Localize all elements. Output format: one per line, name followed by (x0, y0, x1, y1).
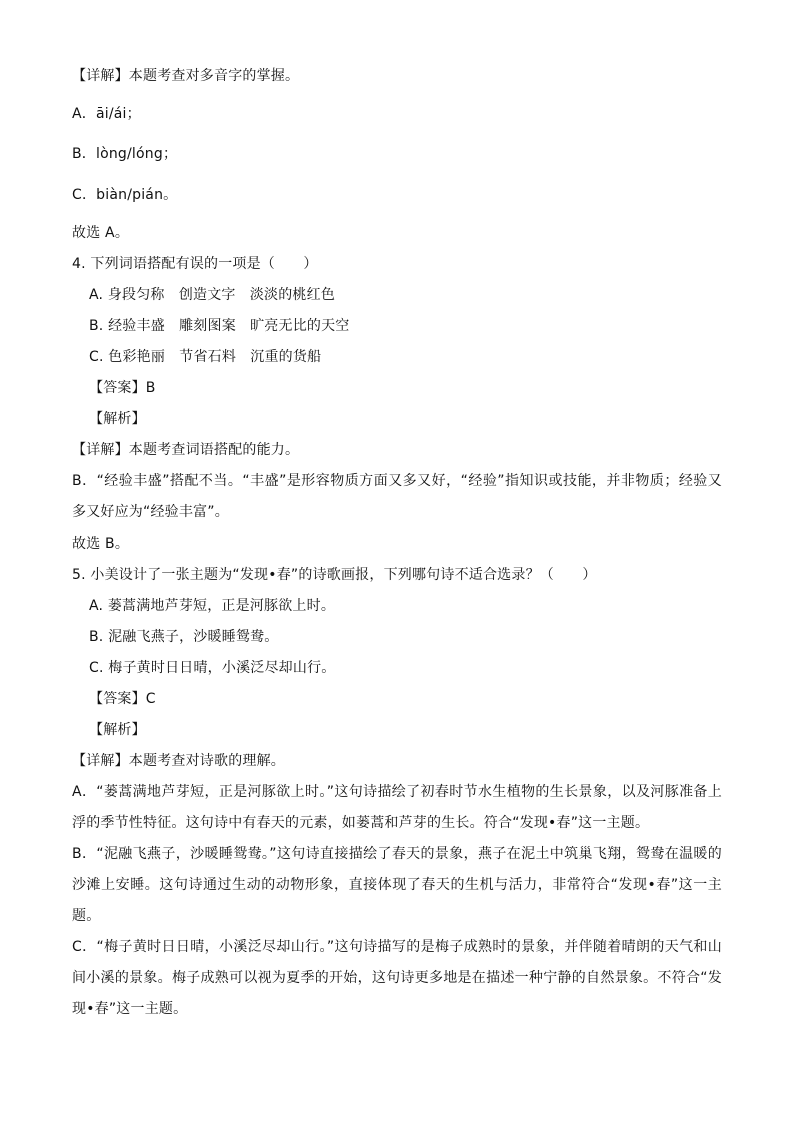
q5-option-c: C. 梅子黄时日日晴，小溪泛尽却山行。 (89, 660, 336, 676)
q5-detail: 【详解】本题考查对诗歌的理解。 (72, 753, 285, 769)
conclusion-line: 故选 A。 (72, 225, 130, 241)
q4-option-a: A. 身段匀称 创造文字 淡淡的桃红色 (89, 287, 336, 303)
q4-answer: 【答案】B (89, 380, 156, 396)
q4-explanation-b: B．“经验丰盛”搭配不当。“丰盛”是形容物质方面又多又好，“经验”指知识或技能，并非物质；经验又多又好应为“经验丰富”。 (72, 473, 722, 520)
answer-option-b: B．lòng/lóng； (72, 146, 178, 162)
explanation-line: 【详解】本题考查对多音字的掌握。 (72, 68, 300, 84)
question-5: 5. 小美设计了一张主题为“发现•春”的诗歌画报，下列哪句诗不适合选录？（ ） (72, 567, 597, 583)
answer-option-c: C．biàn/pián。 (72, 187, 178, 203)
q5-explanation-b: B．“泥融飞燕子，沙暖睡鸳鸯。”这句诗直接描绘了春天的景象，燕子在泥土中筑巢飞翔，鸳鸯在温暖的沙滩上安睡。这句诗通过生动的动物形象，直接体现了春天的生机与活力，非常符合“发现•春”这一主题。 (72, 846, 722, 924)
question-4: 4. 下列词语搭配有误的一项是（ ） (72, 256, 318, 272)
q4-detail: 【详解】本题考查词语搭配的能力。 (72, 442, 300, 458)
q5-explanation-a: A．“蒌蒿满地芦芽短，正是河豚欲上时。”这句诗描绘了初春时节水生植物的生长景象，以及河豚准备上浮的季节性特征。这句诗中有春天的元素，如蒌蒿和芦芽的生长。符合“发现•春”这一主题。 (72, 784, 722, 831)
answer-option-a: A．āi/ái； (72, 106, 141, 122)
q5-answer: 【答案】C (89, 691, 156, 707)
q5-option-b: B. 泥融飞燕子，沙暖睡鸳鸯。 (89, 629, 279, 645)
q5-analysis-label: 【解析】 (89, 722, 146, 738)
q4-option-c: C. 色彩艳丽 节省石料 沉重的货船 (89, 349, 322, 365)
q5-explanation-c: C．“梅子黄时日日晴，小溪泛尽却山行。”这句诗描写的是梅子成熟时的景象，并伴随着晴朗的天气和山间小溪的景象。梅子成熟可以视为夏季的开始，这句诗更多地是在描述一种宁静的自然景象。不符合“发现•春”这一主题。 (72, 939, 722, 1017)
q4-analysis-label: 【解析】 (89, 411, 146, 427)
q4-option-b: B. 经验丰盛 雕刻图案 旷亮无比的天空 (89, 318, 350, 334)
q4-conclusion: 故选 B。 (72, 536, 130, 552)
q5-option-a: A. 蒌蒿满地芦芽短，正是河豚欲上时。 (89, 598, 336, 614)
